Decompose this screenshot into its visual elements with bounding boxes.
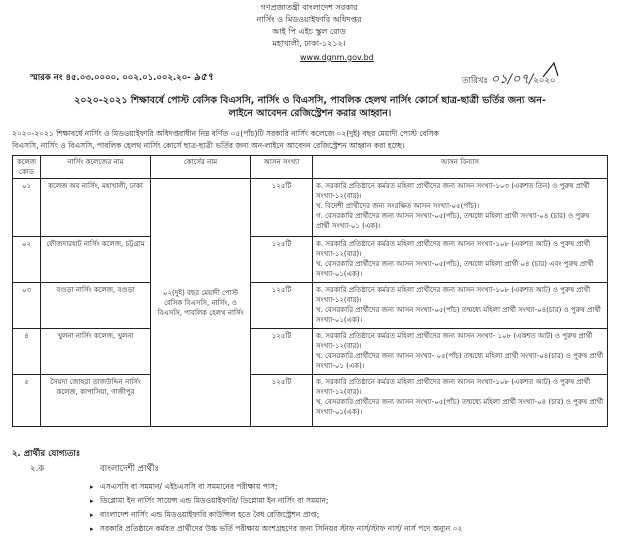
seat-dist-line: গ. বেসরকারি প্রার্থীদের জন্য আসন সংখ্যা-০৫(পাঁচ), তন্মধ্যে মহিলা প্রার্থী সংখ্যা-০৪ (চার) ও পুরুষ প্রার্থী সংখ্যা-০১ (এক)। bbox=[316, 212, 590, 230]
seat-distribution bbox=[313, 283, 608, 329]
course-name: ০২(দুই) বছর মেয়াদী পোস্ট বেসিক বিএসসি, নার্সিং, ও বিএসসি, পাবলিক হেলথ নার্সিং bbox=[151, 179, 251, 427]
memo-label: স্মারক নং ৪৫.০৩.০০০০. ০০২.০১.০০২.২০- bbox=[30, 73, 191, 83]
table-row bbox=[13, 237, 608, 283]
college-name: খুলনা নার্সিং কলেজ, খুলনা bbox=[41, 329, 151, 375]
table-row bbox=[13, 375, 608, 427]
seat-dist-line: খ. বিদেশী প্রার্থীদের জন্য সংরক্ষিত আসন সংখ্যা-০৫(পাঁচ)। bbox=[316, 202, 480, 210]
seat-distribution bbox=[313, 329, 608, 375]
header-city-line: মহাখালী, ঢাকা-১২১২। bbox=[272, 39, 346, 48]
seat-dist-line: ক. সরকারি প্রতিষ্ঠানে কর্মরত মহিলা প্রার্থীদের জন্য আসন সংখ্যা-১০৮ (একশত আট) ও পুরুষ প্রার্থী সংখ্যা-১২(বার)। bbox=[316, 378, 591, 396]
date-handwritten: ০১/০৭/ bbox=[490, 72, 534, 87]
header-course-name: কোর্সের নাম bbox=[151, 156, 251, 179]
college-code: ০২ bbox=[13, 237, 41, 283]
seat-dist-line: ক. সরকারি প্রতিষ্ঠানে কর্মরত মহিলা প্রার্থীদের জন্য আসন সংখ্যা-১০৩ (একশত তিন) ও পুরুষ প্রার্থী সংখ্যা-১২(বার)। bbox=[316, 182, 590, 200]
header-directorate-line: নার্সিং ও মিডওয়াইফারি অধিদপ্তর bbox=[256, 15, 362, 24]
seat-dist-line: খ. বেসরকারি প্রার্থীদের জন্য আসন সংখ্যা-০৫(পাঁচ) তন্মধ্যে মহিলা প্রার্থী সংখ্যা-০৪ (চার) ও পুরুষ প্রার্থী সংখ্যা-০১(এক)। bbox=[316, 398, 604, 416]
seat-count: ১২৫টি bbox=[251, 179, 313, 237]
notice-title-line1: ২০২০-২০২১ শিক্ষাবর্ষে পোস্ট বেসিক বিএসসি, নার্সিং ও বিএসসি, পাবলিক হেলথ নার্সিং কোর্সে ছাত্র-ছাত্রী ভর্তির জন্য অন- bbox=[74, 95, 546, 106]
header-college-name: নার্সিং কলেজের নাম bbox=[41, 156, 151, 179]
header-road-line: আই পি এইচ স্কুল রোড bbox=[272, 27, 346, 36]
table-row bbox=[13, 329, 608, 375]
memo-number bbox=[30, 70, 213, 87]
college-code: ০১ bbox=[13, 179, 41, 237]
table-row bbox=[13, 179, 608, 237]
qualifications-heading: ২. প্রার্থীর যোগ্যতাঃ bbox=[12, 449, 81, 459]
qualifications-subsection-label: বাংলাদেশী প্রার্থীঃ bbox=[100, 464, 159, 474]
college-code: ০৩ bbox=[13, 283, 41, 329]
qualifications-subsection-number: ২.ক bbox=[30, 464, 45, 474]
seat-count: ১২৫টি bbox=[251, 237, 313, 283]
seat-distribution bbox=[313, 375, 608, 427]
college-name: ফৌজদারহাট নার্সিং কলেজ, চট্টগ্রাম bbox=[41, 237, 151, 283]
intro-line1: ২০২০-২০২১ শিক্ষাবর্ষে নার্সিং ও মিডওয়াইফারি অধিদপ্তরাধীন নিম্ন বর্ণিত ০৫(পাঁচ)টি সরকারি নার্সিং কলেজে ০২(দুই) বছর মেয়াদী পোস্ট বেসিক bbox=[12, 129, 439, 138]
header-seat-count: আসন সংখ্যা bbox=[251, 156, 313, 179]
college-code: ৫ bbox=[13, 375, 41, 427]
seat-count: ১২৫টি bbox=[251, 375, 313, 427]
seat-dist-line: খ. বেসরকারি প্রার্থীদের জন্য আসন সংখ্যা-০৫(পাঁচ) তন্মধ্যে মহিলা প্রার্থী সংখ্যা-০৪(চার) ও পুরুষ প্রার্থী সংখ্যা-০১(এক)। bbox=[316, 306, 601, 324]
header-seat-distribution: আসন বিন্যাস bbox=[313, 156, 608, 179]
header-website-link[interactable]: www.dgnm.gov.bd bbox=[300, 53, 374, 62]
qualification-bullet: ▸ সরকারি প্রতিষ্ঠানে কর্মরত প্রার্থীদের উচ্চ ভর্তি পরীক্ষায় অংশগ্রহণের জন্য সিনিয়র স্টাফ নার্স/স্টাফ নার্স/ নার্স পদে অন্যুন ০২ bbox=[100, 524, 600, 534]
qualification-bullet: ▸ এসএসসি বা সমমান/ এইচএসসি বা সমমানের পরীক্ষায় পাস; bbox=[100, 482, 600, 492]
signature-stroke bbox=[540, 60, 570, 80]
college-code: ৪ bbox=[13, 329, 41, 375]
seat-distribution bbox=[313, 179, 608, 237]
college-name: সৈয়দা জোহরা তাজউদ্দিন নার্সিং কলেজ, কাপাসিয়া, গাজীপুর bbox=[41, 375, 151, 427]
notice-title-line2: লাইনে আবেদন রেজিস্ট্রেশন করার আহ্বান। bbox=[228, 108, 392, 119]
seat-count: ১২৫টি bbox=[251, 283, 313, 329]
seat-count: ১২৫টি bbox=[251, 329, 313, 375]
date-year: ২০২০ bbox=[533, 76, 556, 86]
seat-dist-line: খ. বেসরকারি প্রার্থীদের জন্য আসন সংখ্যা-০৫(পাঁচ), তন্মধ্যে মহিলা প্রার্থী ০৪ (চার) এবং পুরুষ প্রার্থী সংখ্যা-০১(এক)। bbox=[316, 260, 594, 278]
seat-dist-line: খ. বেসরকারি প্রার্থীদের জন্য আসন সংখ্যা- ০৫(পাঁচ) তন্মধ্যে মহিলা প্রার্থী সংখ্যা-০৪(চার) ও পুরুষ প্রার্থী সংখ্যা-০১ (এক)। bbox=[316, 352, 604, 370]
date-label: তারিখঃ bbox=[462, 76, 489, 86]
seat-distribution-table bbox=[12, 155, 608, 427]
header-govt-line: গণপ্রজাতন্ত্রী বাংলাদেশ সরকার bbox=[260, 3, 358, 12]
college-name: কলেজ অব নার্সিং, মহাখালী, ঢাকা bbox=[41, 179, 151, 237]
memo-handwritten-number: ৯৫৭ bbox=[193, 72, 214, 83]
seat-dist-line: ক. সরকারি প্রতিষ্ঠানে কর্মরত মহিলা প্রার্থীদের জন্য আসন সংখ্যা-১০৮ (একশত আট) ও পুরুষ প্রার্থী সংখ্যা-১২(বার)। bbox=[316, 240, 591, 258]
table-row bbox=[13, 283, 608, 329]
college-name: বগুড়া নার্সিং কলেজ, বগুড়া bbox=[41, 283, 151, 329]
intro-line2: বিএসসি, নার্সিং ও বিএসসি, পাবলিক হেলথ নার্সিং কোর্সে ছাত্র-ছাত্রী ভর্তির জন্য অন-লাইনে আবেদন রেজিস্ট্রেশন আহ্বান করা হচ্ছে। bbox=[12, 141, 405, 150]
qualification-bullet: ▸ বাংলাদেশ নার্সিং এন্ড মিডওয়াইফারি কাউন্সিল হতে বৈধ রেজিস্ট্রেশন প্রাপ্ত; bbox=[100, 510, 600, 520]
header-college-code: কলেজ কোড bbox=[13, 156, 41, 179]
seat-dist-line: ক. সরকারি প্রতিষ্ঠানে কর্মরত মহিলা প্রার্থীদের জন্য আসন সংখ্যা-১০৮ (একশত আট) ও পুরুষ প্রার্থী সংখ্যা-১২(বার)। bbox=[316, 286, 591, 304]
seat-distribution bbox=[313, 237, 608, 283]
table-header-row bbox=[13, 156, 608, 179]
qualification-bullet: ▸ ডিপ্লোমা ইন নার্সিং সায়েন্স এন্ড মিডওয়াইফারি/ ডিপ্লোমা ইন নার্সিং বা সমমান; bbox=[100, 496, 600, 506]
seat-dist-line: ক. সরকারি প্রতিষ্ঠানে কর্মরত মহিলা প্রার্থীদের জন্য আসন সংখ্যা- ১০৮ (একশত আট) ও পুরুষ প্রার্থী সংখ্যা-১২(বার)। bbox=[316, 332, 593, 350]
